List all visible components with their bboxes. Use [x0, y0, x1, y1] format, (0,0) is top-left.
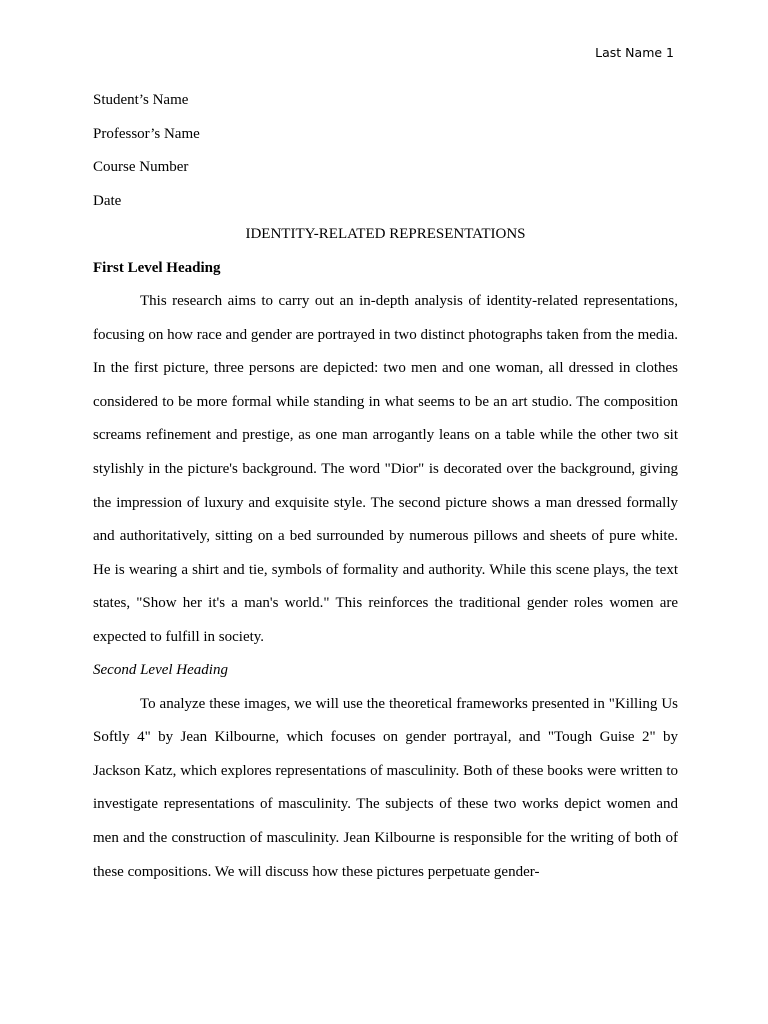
running-head: Last Name 1: [595, 45, 674, 60]
paragraph-2: To analyze these images, we will use the theoretical frameworks presented in "Killing Us Softly 4" by Jean Kilbourne, which focuses on gender portrayal, and "Tough Guise 2" by Jackson Katz, which explores representations of masculinity. Both of these books were written to investigate representations of masculinity. The subjects of these two works depict women and men and the construction of masculinity. Jean Kilbourne is responsible for the writing of both of these compositions. We will discuss how these pictures perpetuate gender-: [93, 695, 678, 880]
student-name: Student’s Name: [93, 92, 189, 108]
paper-title: IDENTITY-RELATED REPRESENTATIONS: [245, 226, 526, 243]
professor-name: Professor’s Name: [93, 125, 200, 142]
second-level-heading: Second Level Heading: [93, 662, 228, 679]
date: Date: [93, 192, 122, 209]
paragraph-1: This research aims to carry out an in-depth analysis of identity-related representations, focusing on how race and gender are portrayed in two distinct photographs taken from the media. In the first picture, three persons are depicted: two men and one woman, all dressed in clothes considered to be more formal while standing in what seems to be an art studio. The composition screams refinement and prestige, as one man arrogantly leans on a table while the other two sit stylishly in the picture's background. The word "Dior" is decorated over the background, giving the impression of luxury and exquisite style. The second picture shows a man dressed formally and authoritatively, sitting on a bed surrounded by numerous pillows and sheets of pure white. He is wearing a shirt and tie, symbols of formality and authority. While this scene plays, the text states, "Show her it's a man's world." This reinforces the traditional gender roles women are expected to fulfill in society.: [93, 293, 678, 645]
first-level-heading: First Level Heading: [93, 259, 221, 276]
course-number: Course Number: [93, 159, 189, 176]
document-body: [93, 84, 678, 889]
